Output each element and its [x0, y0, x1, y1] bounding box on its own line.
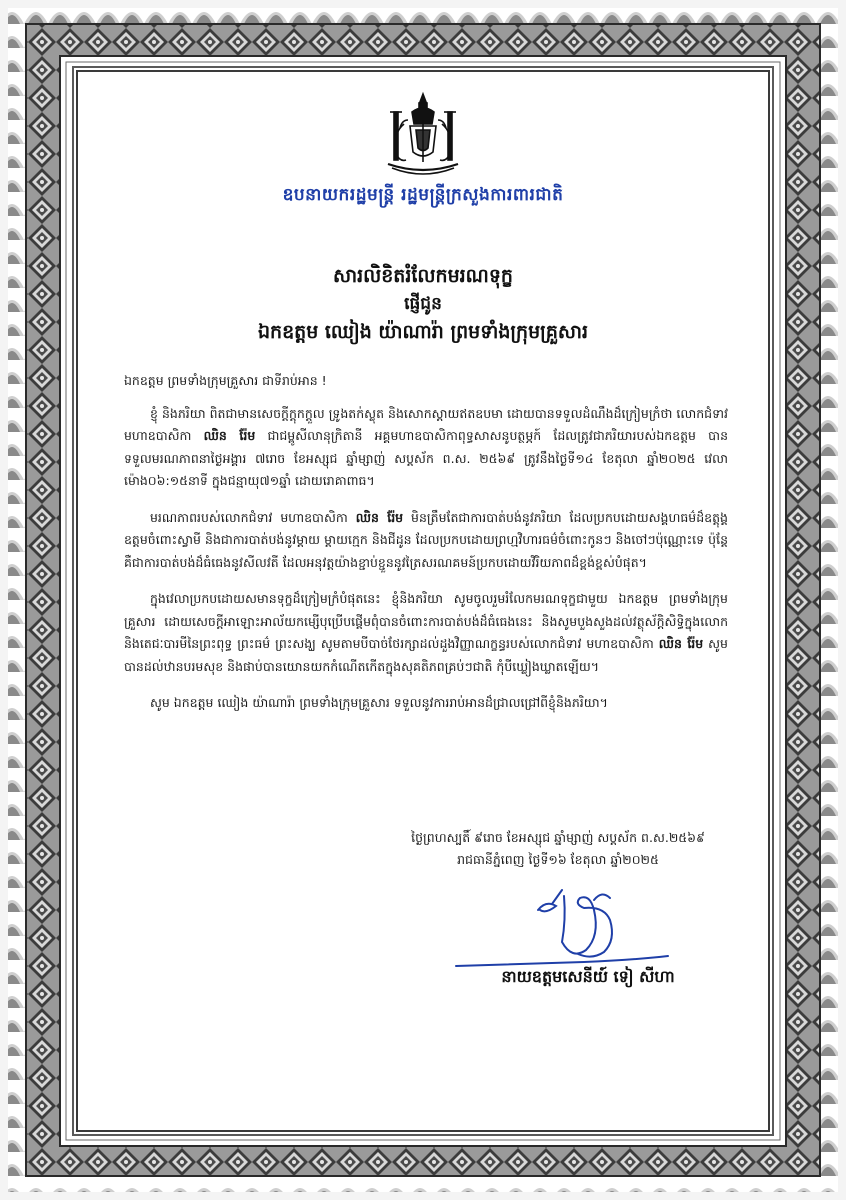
paragraph-2-text-b: មិនត្រឹមតែជាការបាត់បង់នូវភរិយា ដែលប្រកបដោយសង្គហធម៌ដ៏ឧត្តុង្គឧត្តមចំពោះស្វាមី និងជាការបាត់បង់នូវម្តាយ ម្តាយក្មេក និងជីដូន ដែលប្រកបដោយព្រហ្មវិហារធម៌ចំពោះកូនៗ និងចៅៗប៉ុណ្ណោះទេ ប៉ុន្តែគឺជាការបាត់បង់ដ៏ធំធេងនូវសីលវតី ដែលអនុវត្តយ៉ាងខ្ជាប់ខ្ជួននូវត្រៃសរណគមន៍ប្រកបដោយវិរិយភាពដ៏ខ្ពង់ខ្ពស់បំផុត។: [124, 509, 728, 570]
paragraph-4: សូម ឯកឧត្តម ឈៀង យ៉ាណារ៉ា ព្រមទាំងក្រុមគ្រួសារ ទទួលនូវការរាប់អានដ៏ជ្រាលជ្រៅពីខ្ញុំនិងភរិយា។: [150, 695, 608, 710]
deceased-name: ឈិន រ៉ែម: [355, 509, 404, 525]
paragraph-1-text-b: ជាជម្ពូសីលានុក្រិតានី អគ្គមហាឧបាសិកាពុទ្ធសាសនូបត្ថម្ភក៍ ដែលត្រូវជាភរិយារបស់ឯកឧត្តម បានទទួលមរណភាពនាថ្ងៃអង្គារ ៧រោច ខែអស្សុជ ឆ្នាំម្សាញ់ សប្តស័ក ព.ស. ២៥៦៩ ត្រូវនឹងថ្ងៃទី១៤ ខែតុលា ឆ្នាំ២០២៥ វេលាម៉ោង០៦:១៥នាទី ក្នុងជន្មាយុ៧១ឆ្នាំ ដោយរោគាពាធ។: [124, 428, 729, 488]
paragraph-3-text-a: ក្នុងវេលាប្រកបដោយសមានទុក្ខដ៏ក្រៀមក្រំបំផុតនេះ ខ្ញុំនិងភរិយា សូមចូលរួមរំលែកមរណទុក្ខជាមួយ ឯកឧត្តម ព្រមទាំងក្រុមគ្រួសារ ដោយសេចក្តីអាឡោះអាល័យកម្សើបុប្រើបផ្តើមពុំបានចំពោះការបាត់បង់ដ៏ធំធេងនេះ និងសូមបួងសួងដល់វត្ថុស័ក្តិសិទ្ធិក្នុងលោក និងតេជៈបារមីនៃព្រះពុទ្ធ ព្រះធម៌ ព្រះសង្ឃ សូមតាមបីបាច់ថែរក្សាដល់ដួងវិញ្ញាណក្ខន្ធរបស់លោកជំទាវ មហាឧបាសិកា: [124, 591, 728, 651]
salutation: ឯកឧត្តម ព្រមទាំងក្រុមគ្រួសារ ជាទីរាប់អាន !: [124, 373, 327, 388]
deceased-name: ឈិន រ៉ែម: [203, 428, 256, 443]
solar-date: រាជធានីភ្នំពេញ ថ្ងៃទី១៦ ខែតុលា ឆ្នាំ២០២៥: [457, 852, 659, 867]
paragraph-3-text-b: សូមបានដល់ឋានបរមសុខ និងផាប់បានយោនយកកំណើតកើតក្នុងសុគតិភពគ្រប់ៗជាតិ កុំបីឃ្លៀងឃ្លាតឡើយ។: [124, 636, 728, 674]
title-line-1: សារលិខិតរំលែកមរណទុក្ខ: [333, 265, 513, 287]
letter-title: [78, 262, 768, 346]
date-block: [378, 827, 738, 871]
paragraph-3: [124, 588, 728, 678]
paragraph-2: [124, 507, 728, 575]
ministry-heading: ឧបនាយករដ្ឋមន្ត្រី រដ្ឋមន្ត្រីក្រសួងការពារជាតិ: [282, 185, 564, 205]
handwritten-signature: [454, 880, 684, 980]
signer-name: នាយឧត្តមសេនីយ៍ ទៀ សីហា: [501, 967, 675, 986]
letter-page: [78, 72, 768, 1130]
paragraph-1: [124, 403, 728, 493]
title-line-2: ផ្ញើជូន: [404, 294, 442, 314]
paragraph-2-text-a: មរណភាពរបស់លោកជំទាវ មហាឧបាសិកា: [150, 509, 356, 525]
royal-coat-of-arms-icon: [382, 90, 464, 176]
title-line-3: ឯកឧត្តម ឈៀង យ៉ាណារ៉ា ព្រមទាំងក្រុមគ្រួសារ: [257, 321, 589, 343]
paragraph-1-text-a: ខ្ញុំ និងភរិយា ពិតជាមានសេចក្តីក្តុកក្តួល ទ្រូងតក់ស្លុត និងសោកស្តាយឥតឧបមា ដោយបានទទួលដំណឹងដ៏ក្រៀមក្រំថា លោកជំទាវ មហាឧបាសិកា: [124, 405, 728, 443]
lunar-date: ថ្ងៃព្រហស្បតិ៍ ៩រោច ខែអស្សុជ ឆ្នាំម្សាញ់ សប្តស័ក ព.ស.២៥៦៩: [411, 830, 705, 845]
deceased-name: ឈិន រ៉ែម: [658, 636, 704, 651]
letter-body: [124, 370, 728, 729]
